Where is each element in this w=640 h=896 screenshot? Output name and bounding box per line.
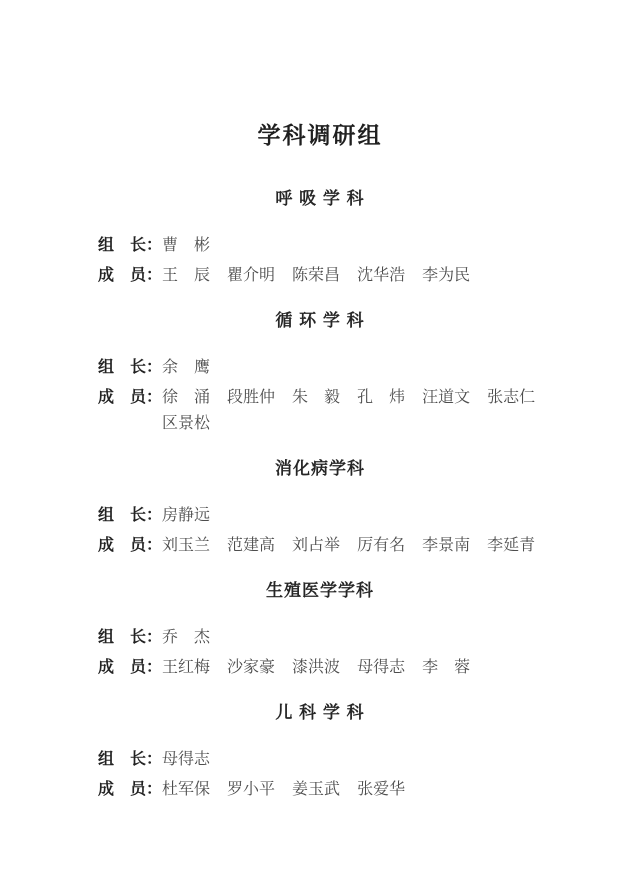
member-name: 沙家豪	[227, 659, 276, 676]
leader-label: 组 长：	[98, 751, 163, 768]
members-row	[0, 533, 640, 559]
members-label: 成 员：	[98, 267, 163, 284]
section-heading: 消化病学科	[275, 459, 365, 478]
member-names	[162, 263, 470, 289]
member-name: 李为民	[422, 267, 471, 284]
member-name: 刘玉兰	[162, 537, 211, 554]
leader-name: 房静远	[162, 507, 211, 524]
leader-row	[0, 355, 640, 381]
member-name: 漆洪波	[292, 659, 341, 676]
discipline-section	[0, 579, 640, 681]
members-row	[0, 777, 640, 803]
member-name: 王红梅	[162, 659, 211, 676]
sections-container	[0, 187, 640, 803]
member-name: 杜军保	[162, 781, 211, 798]
leader-label: 组 长：	[98, 507, 163, 524]
member-name: 瞿介明	[227, 267, 276, 284]
leader-label: 组 长：	[98, 629, 163, 646]
leader-row	[0, 625, 640, 651]
leader-names	[162, 355, 210, 381]
leader-label: 组 长：	[98, 237, 163, 254]
leader-row	[0, 233, 640, 259]
leader-names	[162, 747, 210, 773]
members-label: 成 员：	[98, 781, 163, 798]
leader-name: 母得志	[162, 751, 211, 768]
discipline-section	[0, 457, 640, 559]
member-names	[162, 385, 585, 437]
member-name: 姜玉武	[292, 781, 341, 798]
leader-names	[162, 503, 210, 529]
discipline-section	[0, 187, 640, 289]
member-name: 母得志	[357, 659, 406, 676]
member-name: 刘占举	[292, 537, 341, 554]
leader-name: 乔 杰	[162, 629, 211, 646]
discipline-section	[0, 701, 640, 803]
member-name: 范建高	[227, 537, 276, 554]
member-name: 区景松	[162, 415, 211, 432]
member-names	[162, 533, 535, 559]
member-names	[162, 655, 470, 681]
leader-name: 曹 彬	[162, 237, 211, 254]
member-name: 厉有名	[357, 537, 406, 554]
member-name: 王 辰	[162, 267, 211, 284]
leader-names	[162, 233, 210, 259]
leader-row	[0, 503, 640, 529]
members-label: 成 员：	[98, 659, 163, 676]
members-row	[0, 263, 640, 289]
section-heading: 循 环 学 科	[275, 311, 365, 330]
section-heading: 呼 吸 学 科	[275, 189, 365, 208]
leader-row	[0, 747, 640, 773]
member-names	[162, 777, 405, 803]
member-name: 朱 毅	[292, 389, 341, 406]
member-name: 张爱华	[357, 781, 406, 798]
member-name: 徐 涌	[162, 389, 211, 406]
member-name: 李 蓉	[422, 659, 471, 676]
member-name: 罗小平	[227, 781, 276, 798]
member-name: 孔 炜	[357, 389, 406, 406]
member-name: 陈荣昌	[292, 267, 341, 284]
member-name: 沈华浩	[357, 267, 406, 284]
leader-names	[162, 625, 210, 651]
members-row	[0, 385, 640, 437]
member-name: 李延青	[487, 537, 536, 554]
leader-label: 组 长：	[98, 359, 163, 376]
member-name: 段胜仲	[227, 389, 276, 406]
members-label: 成 员：	[98, 389, 163, 406]
member-name: 张志仁	[487, 389, 536, 406]
members-row	[0, 655, 640, 681]
member-name: 汪道文	[422, 389, 471, 406]
discipline-section	[0, 309, 640, 437]
document-title: 学科调研组	[257, 123, 383, 148]
section-heading: 儿 科 学 科	[275, 703, 365, 722]
leader-name: 余 鹰	[162, 359, 211, 376]
member-name: 李景南	[422, 537, 471, 554]
members-label: 成 员：	[98, 537, 163, 554]
section-heading: 生殖医学学科	[266, 581, 374, 600]
